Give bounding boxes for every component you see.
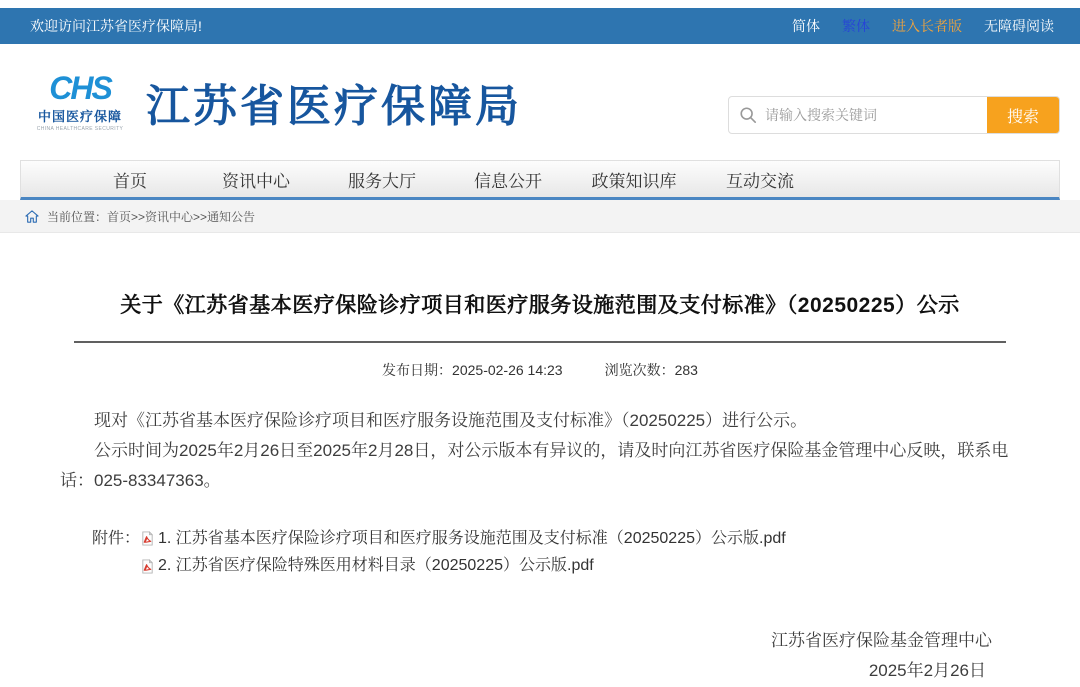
search-input[interactable]: [765, 107, 977, 123]
home-icon: [25, 210, 39, 223]
nav-item-news-center[interactable]: 资讯中心: [222, 171, 290, 191]
search-icon: [739, 106, 757, 124]
accessibility-link[interactable]: 无障碍阅读: [984, 18, 1054, 34]
logo-name-cn: 中国医疗保障: [37, 109, 122, 124]
title-divider: [74, 341, 1006, 343]
site-title: 江苏省医疗保障局: [146, 82, 522, 131]
publish-date: 2025-02-26 14:23: [452, 362, 563, 378]
simplified-chinese-link[interactable]: 简体: [792, 18, 820, 34]
attachment-name: 2. 江苏省医疗保险特殊医用材料目录（20250225）公示版.pdf: [158, 557, 594, 575]
logo-name-en: CHINA HEALTHCARE SECURITY: [36, 126, 124, 132]
pdf-icon: [140, 559, 155, 574]
article-title: 关于《江苏省基本医疗保险诊疗项目和医疗服务设施范围及支付标准》（20250225）公示: [120, 294, 960, 317]
views-label: 浏览次数：: [604, 362, 675, 378]
nav-item-policy-knowledge[interactable]: 政策知识库: [591, 171, 677, 191]
attachment-link-2[interactable]: [140, 552, 786, 579]
nav-item-home[interactable]: 首页: [113, 171, 147, 191]
paragraph: 现对《江苏省基本医疗保险诊疗项目和医疗服务设施范围及支付标准》（20250225）进行公示。: [94, 411, 808, 430]
breadcrumb-path[interactable]: 当前位置：首页>>资讯中心>>通知公告: [47, 209, 256, 224]
search-field: [729, 97, 987, 133]
topbar-links: [792, 16, 1054, 36]
search-button[interactable]: 搜索: [987, 97, 1059, 133]
site-logo[interactable]: [30, 72, 130, 132]
topbar-spacer: [0, 0, 1080, 8]
attachments: [60, 525, 1020, 579]
article-meta: [60, 360, 1020, 380]
views-count: 283: [674, 362, 698, 378]
article-body: [60, 406, 1020, 495]
welcome-text: 欢迎访问江苏省医疗保障局!: [30, 18, 202, 34]
nav-item-service-hall[interactable]: 服务大厅: [348, 171, 416, 191]
attachment-name: 1. 江苏省基本医疗保险诊疗项目和医疗服务设施范围及支付标准（20250225）公示版.pdf: [158, 530, 786, 548]
attachment-list: [140, 525, 786, 579]
search-box: [728, 96, 1060, 134]
pdf-icon: [140, 531, 155, 546]
attachment-link-1[interactable]: [140, 525, 786, 552]
article: [0, 233, 1080, 687]
header: [0, 44, 1080, 160]
traditional-chinese-link[interactable]: 繁体: [842, 18, 870, 34]
logo-acronym: CHS: [49, 70, 111, 106]
signature: [60, 626, 1020, 687]
attachments-label: 附件：: [92, 530, 141, 548]
breadcrumb: [0, 200, 1080, 233]
paragraph: 公示时间为2025年2月26日至2025年2月28日，对公示版本有异议的，请及时向江苏省医疗保险基金管理中心反映，联系电话：025-83347363。: [60, 440, 1009, 490]
nav-item-interaction[interactable]: 互动交流: [726, 171, 794, 191]
nav-item-info-disclosure[interactable]: 信息公开: [474, 171, 542, 191]
main-nav: [20, 160, 1060, 200]
elder-version-link[interactable]: 进入长者版: [892, 18, 962, 34]
publish-date-label: 发布日期：: [382, 362, 453, 378]
signature-org: 江苏省医疗保险基金管理中心: [771, 630, 992, 650]
topbar: [0, 8, 1080, 44]
signature-date: 2025年2月26日: [868, 661, 986, 681]
